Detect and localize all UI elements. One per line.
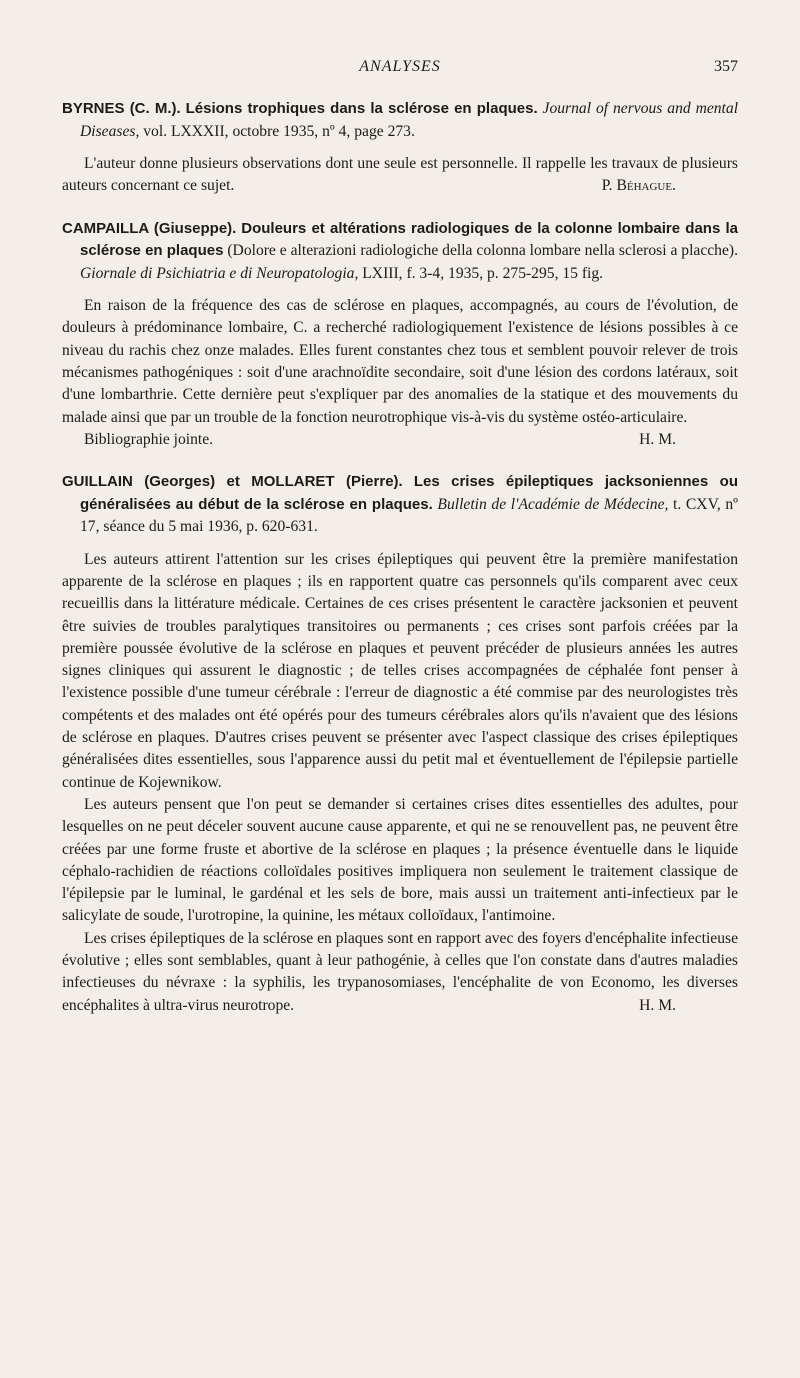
review-paragraph: En raison de la fréquence des cas de sclérose en plaques, accompagnés, au cours de l'évolution, de douleurs à prédominance lombaire, C. a recherché radiologiquement l'existence de lésions possibles à ce niveau du rachis chez onze malades. Elles furent constantes chez tous et semblent pouvoir relever de trois mécanismes pathogéniques : soit d'une arachnoïdite secondaire, soit d'une lésion des cordons latéraux, soit d'une lombarthrie. Cette dernière peut s'expliquer par des anomalies de la statique et des mouvements du malade ainsi que par un trouble de la fonction neurotrophique vis-à-vis du système ostéo-articulaire. (62, 297, 738, 426)
review-title: Les crises épileptiques jacksoniennes ou généralisées au début de la sclérose en plaques. (80, 473, 738, 513)
review-campailla (62, 218, 738, 452)
paragraph-text: L'auteur donne plusieurs observations dont une seule est personnelle. Il rappelle les travaux de plusieurs auteurs concernant ce sujet. (62, 155, 738, 195)
paragraph-text: Les crises épileptiques de la sclérose en plaques sont en rapport avec des foyers d'encéphalite infectieuse évolutive ; elles sont semblables, quant à leur pathogénie, à celles que l'on constate dans d'autres maladies infectieuses du névraxe : la syphilis, les trypanosomiases, l'encéphalite de von Economo, les diverses encéphalites à ultra-virus neurotrope. (62, 929, 738, 1014)
review-details: vol. LXXXII, octobre 1935, nº 4, page 273. (143, 122, 415, 140)
review-signature: P. Béhague. (601, 177, 676, 195)
review-guillain-mollaret (62, 471, 738, 1017)
page-number: 357 (714, 58, 738, 75)
review-paragraph: Les auteurs attirent l'attention sur les crises épileptiques qui peuvent être la première manifestation apparente de la sclérose en plaques ; ils en rapportent quatre cas personnels qu'ils comparent avec ceux recueillis dans la littérature médicale. Certaines de ces crises présentent le caractère jacksonien et peuvent être suivies de troubles paralytiques transitoires ou permanents ; ces crises sont parfois créées par la première poussée évolutive de la sclérose en plaques et peuvent précéder de plusieurs années les autres signes cliniques qui assurent le diagnostic ; de telles crises accompagnées de céphalée font penser à l'existence possible d'une tumeur cérébrale : l'erreur de diagnostic a été commise par des neurologistes très compétents et des malades ont été opérés pour des tumeurs cérébrales alors qu'ils n'avaient que des lésions de sclérose en plaques. D'autres crises peuvent se présenter avec l'aspect classique des crises épileptiques généralisées dites essentielles, sous l'apparence aussi du petit mal et éventuellement de l'épilepsie partielle continue de Kojewnikow. (62, 550, 738, 791)
review-journal: Bulletin de l'Académie de Médecine, (437, 495, 669, 513)
review-footer (62, 429, 738, 451)
review-citation (62, 98, 738, 143)
review-title: Douleurs et altérations radiologiques de la colonne lombaire dans la sclérose en plaques (80, 219, 738, 260)
review-signature: H. M. (639, 996, 676, 1014)
review-original-title: (Dolore e alterazioni radiologiche della colonna lombare nella sclerosi a placche). (227, 242, 738, 260)
review-author: CAMPAILLA (Giuseppe). (62, 219, 237, 237)
review-signature: H. M. (639, 430, 676, 448)
review-author: GUILLAIN (Georges) et MOLLARET (Pierre). (62, 473, 403, 491)
review-citation (62, 471, 738, 539)
review-details: LXIII, f. 3-4, 1935, p. 275-295, 15 fig. (362, 264, 604, 282)
review-paragraph (62, 153, 738, 198)
running-head (62, 58, 738, 84)
bibliography-note: Bibliographie jointe. (84, 430, 214, 448)
section-title: ANALYSES (359, 58, 441, 75)
review-paragraph: Les auteurs pensent que l'on peut se demander si certaines crises dites essentielles des adultes, pour lesquelles on ne peut déceler souvent aucune cause apparente, et qui ne se renouvellent pas, ne peuvent être créées par une forme fruste et abortive de la sclérose en plaques ; la présence éventuelle dans le liquide céphalo-rachidien de réactions colloïdales positives impliquera non seulement le traitement classique de l'épilepsie par le luminal, le gardénal et les sels de bore, mais aussi un traitement anti-infectieux par le salicylate de soude, l'urotropine, la quinine, les métaux colloïdaux, l'antimoine. (62, 795, 738, 925)
review-author: BYRNES (C. M.). (62, 100, 181, 117)
review-journal: Journal of nervous and mental Diseases, (80, 100, 739, 140)
review-body (62, 295, 738, 451)
review-byrnes (62, 98, 738, 198)
review-body (62, 549, 738, 1017)
review-title: Lésions trophiques dans la sclérose en plaques. (185, 100, 538, 117)
review-citation (62, 218, 738, 286)
review-details: t. CXV, nº 17, séance du 5 mai 1936, p. 620-631. (80, 495, 738, 536)
review-paragraph (62, 928, 738, 1017)
review-body (62, 153, 738, 198)
review-journal: Giornale di Psichiatria e di Neuropatologia, (80, 264, 359, 282)
